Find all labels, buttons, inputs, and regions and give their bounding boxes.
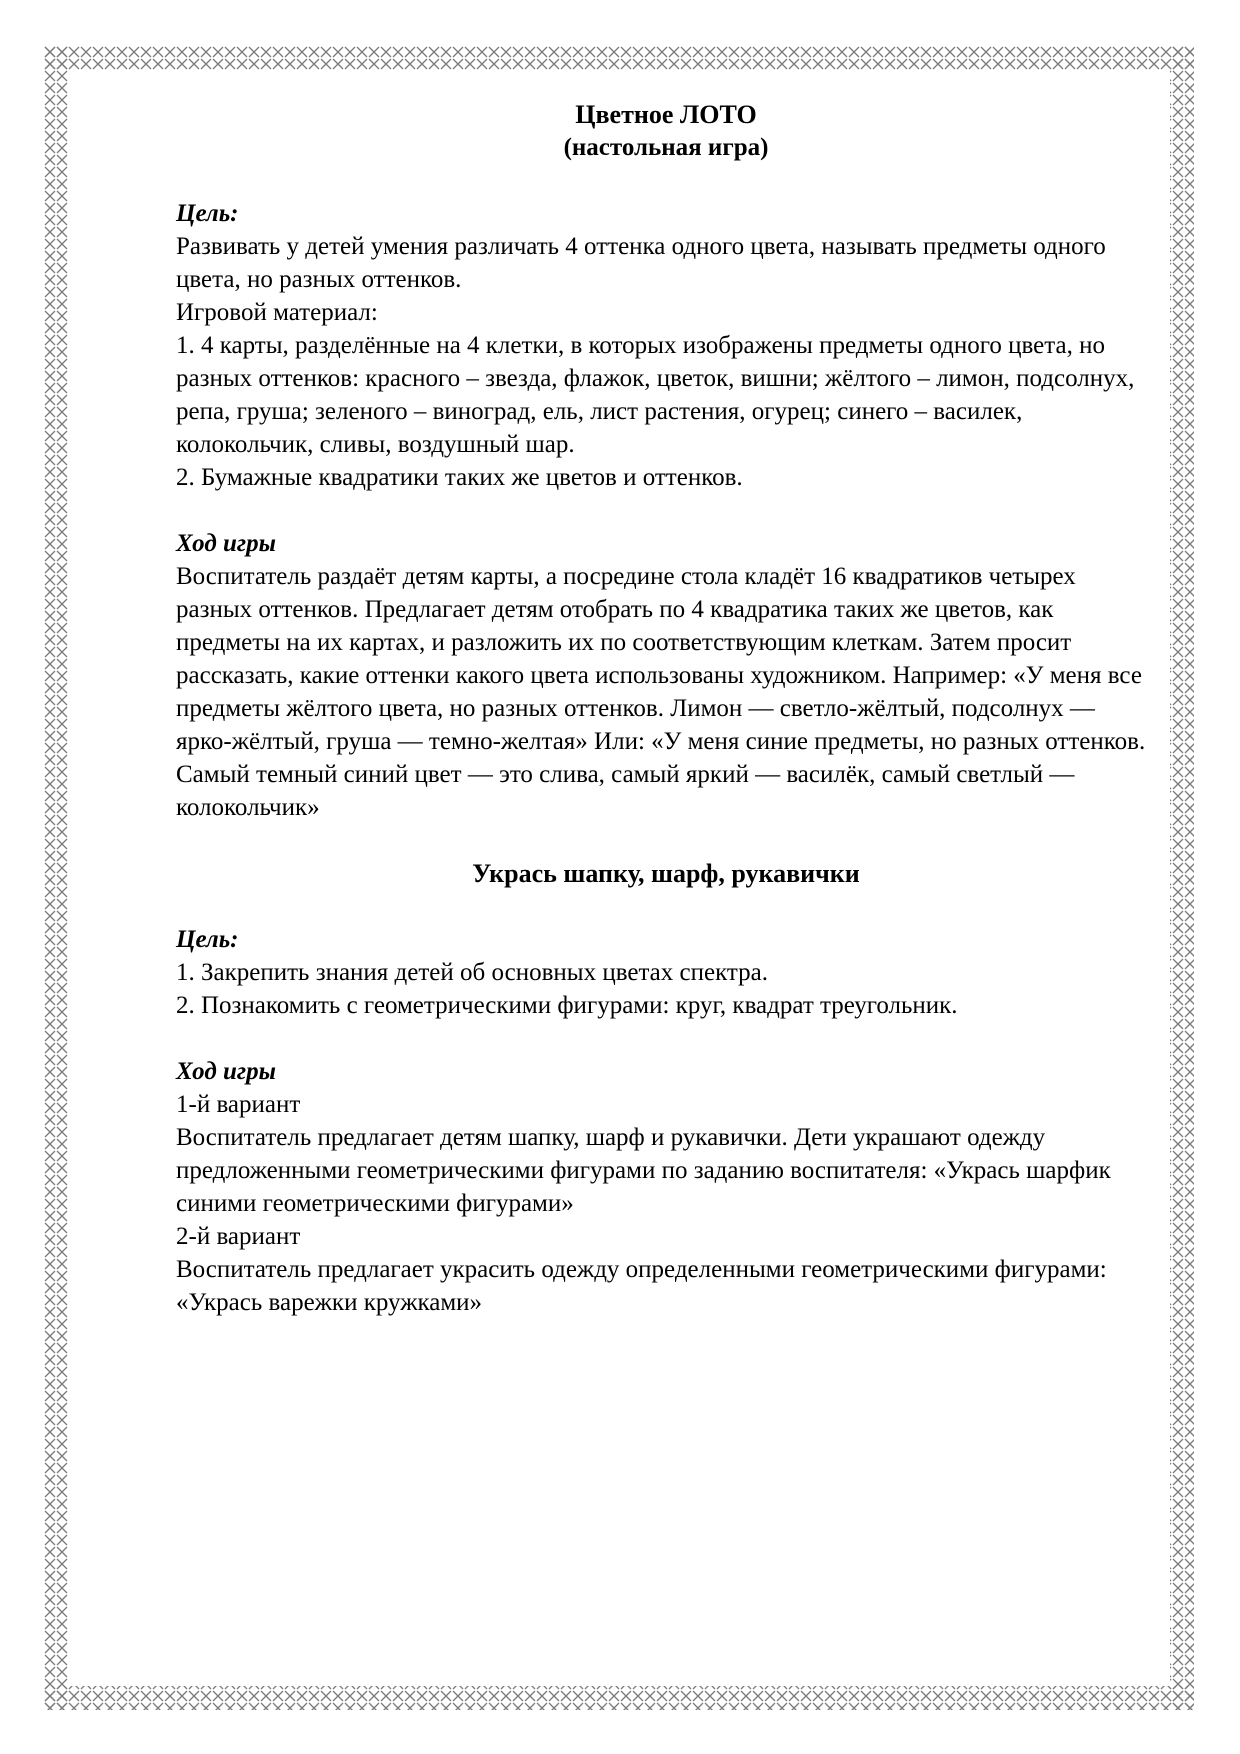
game2-title: Укрась шапку, шарф, рукавички [472,859,860,888]
game1-goal-text: Развивать у детей умения различать 4 оттенка одного цвета, называть предметы одного цвета, но разных оттенков. [176,233,1106,293]
game1-subtitle: (настольная игра) [563,134,769,161]
game2-variant1-label: 1-й вариант [176,1091,301,1118]
game2-goal-item-1: 1. Закрепить знания детей об основных цветах спектра. [176,959,768,986]
game2-goal-item-2: 2. Познакомить с геометрическими фигурами: круг, квадрат треугольник. [176,992,958,1019]
game1-goal-heading: Цель: [176,200,239,227]
game2-variant1-text: Воспитатель предлагает детям шапку, шарф и рукавички. Дети украшают одежду предложенными геометрическими фигурами по заданию воспитателя: «Укрась шарфик синими геометрическими фигурами» [176,1124,1111,1217]
game2-variant2-label: 2-й вариант [176,1223,301,1250]
spacer [176,1022,1156,1055]
game2-variant2-text: Воспитатель предлагает украсить одежду определенными геометрическими фигурами: «Укрась варежки кружками» [176,1256,1107,1316]
spacer [176,494,1156,527]
game1-progress-heading: Ход игры [176,530,276,557]
spacer [176,890,1156,923]
game1-title: Цветное ЛОТО [575,100,757,129]
document-content [176,98,1156,1319]
game2-goal-heading: Цель: [176,926,239,953]
game1-material-item-2: 2. Бумажные квадратики таких же цветов и оттенков. [176,464,743,491]
game1-progress-text: Воспитатель раздаёт детям карты, а посредине стола кладёт 16 квадратиков четырех разных оттенков. Предлагает детям отобрать по 4 квадратика таких же цветов, как предметы на их картах, и разложить их по соответствующим клеткам. Затем просит рассказать, какие оттенки какого цвета использованы художником. Например: «У меня все предметы жёлтого цвета, но разных оттенков. Лимон — светло-жёлтый, подсолнух — ярко-жёлтый, груша — темно-желтая» Или: «У меня синие предметы, но разных оттенков. Самый темный синий цвет — это слива, самый яркий — василёк, самый светлый — колокольчик» [176,563,1146,821]
spacer [176,824,1156,857]
game1-material-item-1: 1. 4 карты, разделённые на 4 клетки, в которых изображены предметы одного цвета, но разных оттенков: красного – звезда, флажок, цветок, вишни; жёлтого – лимон, подсолнух, репа, груша; зеленого – виноград, ель, лист растения, огурец; синего – василек, колокольчик, сливы, воздушный шар. [176,332,1135,458]
game1-material-heading: Игровой материал: [176,299,378,326]
game2-progress-heading: Ход игры [176,1058,276,1085]
